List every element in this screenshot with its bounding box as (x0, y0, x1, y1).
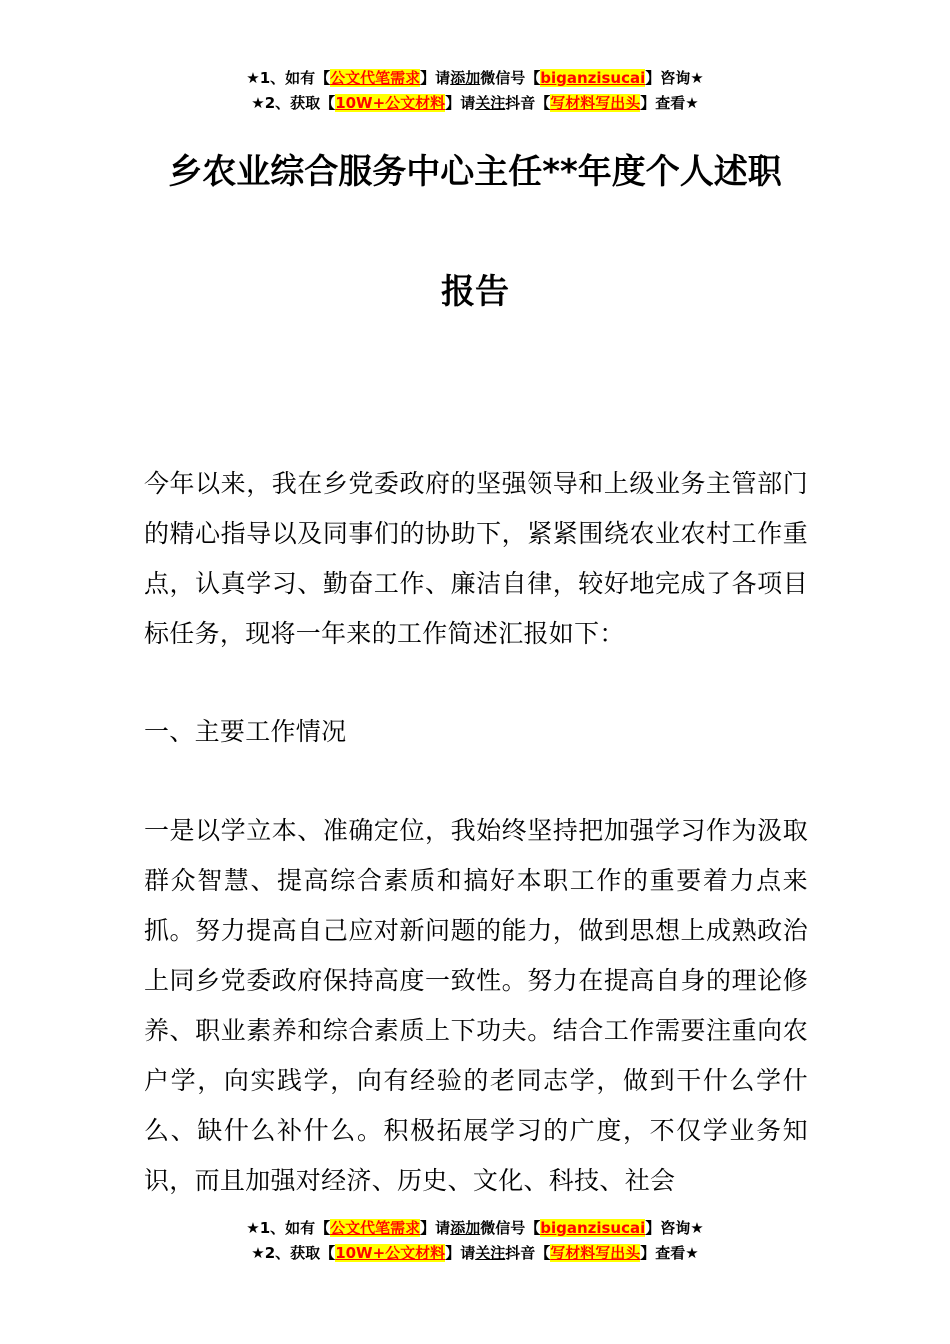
document-title: 乡农业综合服务中心主任**年度个人述职 (168, 152, 782, 192)
top-banner (0, 66, 950, 116)
banner-text: 】查看★ (640, 1244, 699, 1262)
banner-text: ★2、获取【 (251, 94, 336, 112)
banner-underline: 关注 (475, 94, 506, 112)
intro-paragraph: 今年以来，我在乡党委政府的坚强领导和上级业务主管部门的精心指导以及同事们的协助下，紧紧围绕农业农村工作重点，认真学习、勤奋工作、廉洁自律，较好地完成了各项目标任务，现将一年来的工作简述汇报如下： (144, 469, 808, 648)
banner-highlight: 写材料写出头 (550, 1244, 641, 1262)
banner-text: 微信号【 (480, 69, 541, 87)
banner-text: 】查看★ (640, 94, 699, 112)
banner-line-1 (0, 1216, 950, 1241)
banner-highlight: biganzisucai (540, 69, 646, 87)
banner-underline: 添加 (450, 1219, 481, 1237)
banner-text: 】咨询★ (645, 1219, 704, 1237)
banner-text: 微信号【 (480, 1219, 541, 1237)
banner-line-2 (0, 1241, 950, 1266)
bottom-banner (0, 1216, 950, 1266)
banner-text: 】请 (420, 69, 451, 87)
section-heading: 一、主要工作情况 (144, 717, 347, 746)
banner-highlight: 10W+公文材料 (335, 1244, 446, 1262)
banner-line-1 (0, 66, 950, 91)
banner-highlight: 公文代笔需求 (330, 69, 421, 87)
banner-highlight: 公文代笔需求 (330, 1219, 421, 1237)
banner-underline: 添加 (450, 69, 481, 87)
banner-underline: 关注 (475, 1244, 506, 1262)
banner-highlight: 10W+公文材料 (335, 94, 446, 112)
banner-text: 】请 (445, 94, 476, 112)
banner-text: ★1、如有【 (246, 69, 331, 87)
document-title-continued: 报告 (441, 272, 509, 312)
banner-text: 】请 (445, 1244, 476, 1262)
banner-line-2 (0, 91, 950, 116)
banner-text: 】请 (420, 1219, 451, 1237)
banner-text: ★1、如有【 (246, 1219, 331, 1237)
banner-text: 】咨询★ (645, 69, 704, 87)
banner-text: ★2、获取【 (251, 1244, 336, 1262)
banner-text: 抖音【 (505, 1244, 551, 1262)
banner-text: 抖音【 (505, 94, 551, 112)
banner-highlight: 写材料写出头 (550, 94, 641, 112)
body-paragraph: 一是以学立本、准确定位，我始终坚持把加强学习作为汲取群众智慧、提高综合素质和搞好本职工作的重要着力点来抓。努力提高自己应对新问题的能力，做到思想上成熟政治上同乡党委政府保持高度一致性。努力在提高自身的理论修养、职业素养和综合素质上下功夫。结合工作需要注重向农户学，向实践学，向有经验的老同志学，做到干什么学什么、缺什么补什么。积极拓展学习的广度，不仅学业务知识，而且加强对经济、历史、文化、科技、社会 (144, 816, 808, 1195)
banner-highlight: biganzisucai (540, 1219, 646, 1237)
